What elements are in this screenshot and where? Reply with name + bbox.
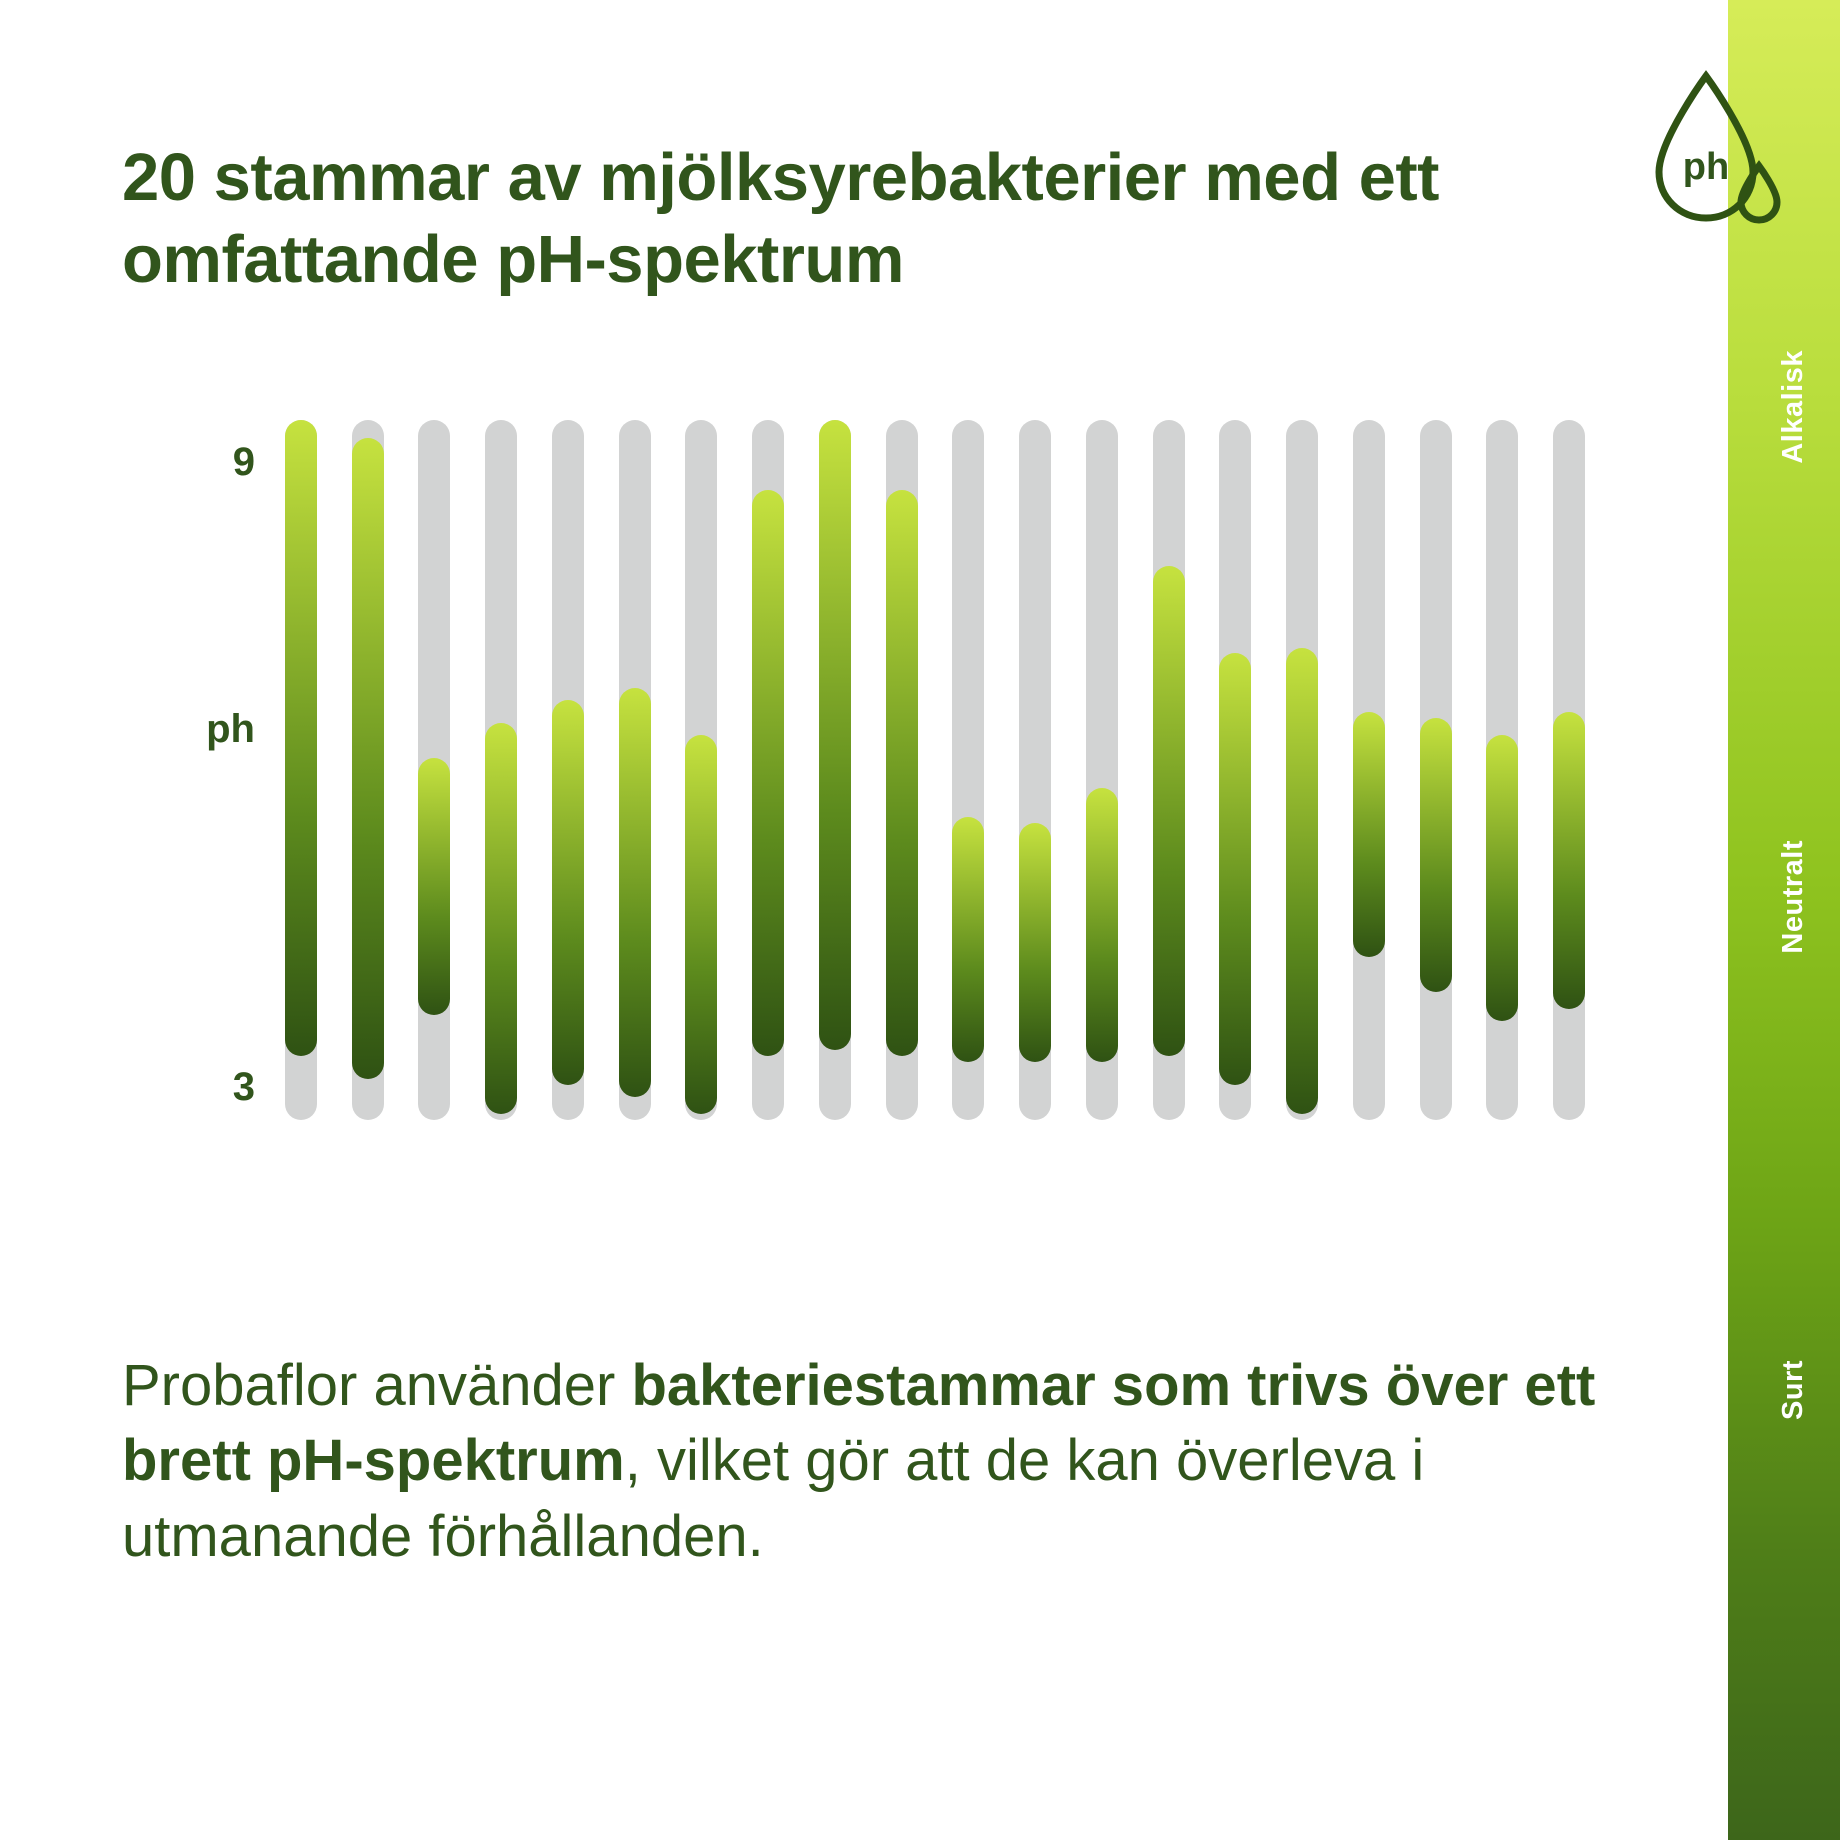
bar-fill bbox=[752, 490, 784, 1056]
axis-tick-mid: ph bbox=[206, 707, 255, 751]
axis-tick-top: 9 bbox=[232, 440, 255, 484]
bar-fill bbox=[285, 420, 317, 1056]
ph-droplet-icon bbox=[1645, 68, 1785, 238]
rail-label-alkaline: Alkalisk bbox=[1777, 350, 1809, 464]
body-text-part1: Probaflor använder bbox=[122, 1353, 632, 1418]
ph-scale-rail bbox=[1728, 0, 1840, 1840]
bar-fill bbox=[619, 688, 651, 1096]
bar-fill bbox=[1153, 566, 1185, 1056]
bar-fill bbox=[685, 735, 717, 1114]
bar-fill bbox=[352, 438, 384, 1080]
bar-fill bbox=[552, 700, 584, 1085]
bar-fill bbox=[485, 723, 517, 1114]
rail-label-neutral: Neutralt bbox=[1777, 840, 1809, 954]
bar-fill bbox=[1353, 712, 1385, 957]
bar-fill bbox=[1219, 653, 1251, 1085]
bar-fill bbox=[1019, 823, 1051, 1062]
bar-fill bbox=[418, 758, 450, 1015]
bar-fill bbox=[1286, 648, 1318, 1115]
body-text-part2: , vilket gör att de kan överleva i utmanande förhållanden. bbox=[122, 1428, 1425, 1569]
ph-range-chart bbox=[120, 420, 1600, 1120]
body-text-bold: bakteriestammar som trivs över ett brett pH-spektrum bbox=[122, 1353, 1596, 1494]
bar-fill bbox=[819, 420, 851, 1050]
bar-fill bbox=[1486, 735, 1518, 1021]
bar-fill bbox=[952, 817, 984, 1062]
page-title: 20 stammar av mjölksyrebakterier med ett omfattande pH-spektrum bbox=[122, 139, 1439, 297]
droplet-ph-label: ph bbox=[1682, 146, 1730, 188]
bar-fill bbox=[1420, 718, 1452, 992]
rail-label-acidic: Surt bbox=[1777, 1360, 1809, 1420]
bar-group bbox=[285, 420, 1585, 1120]
bar-fill bbox=[1086, 788, 1118, 1062]
axis-tick-bottom: 3 bbox=[232, 1065, 255, 1109]
bar-fill bbox=[1553, 712, 1585, 1010]
body-paragraph bbox=[122, 1348, 1622, 1574]
bar-fill bbox=[886, 490, 918, 1056]
